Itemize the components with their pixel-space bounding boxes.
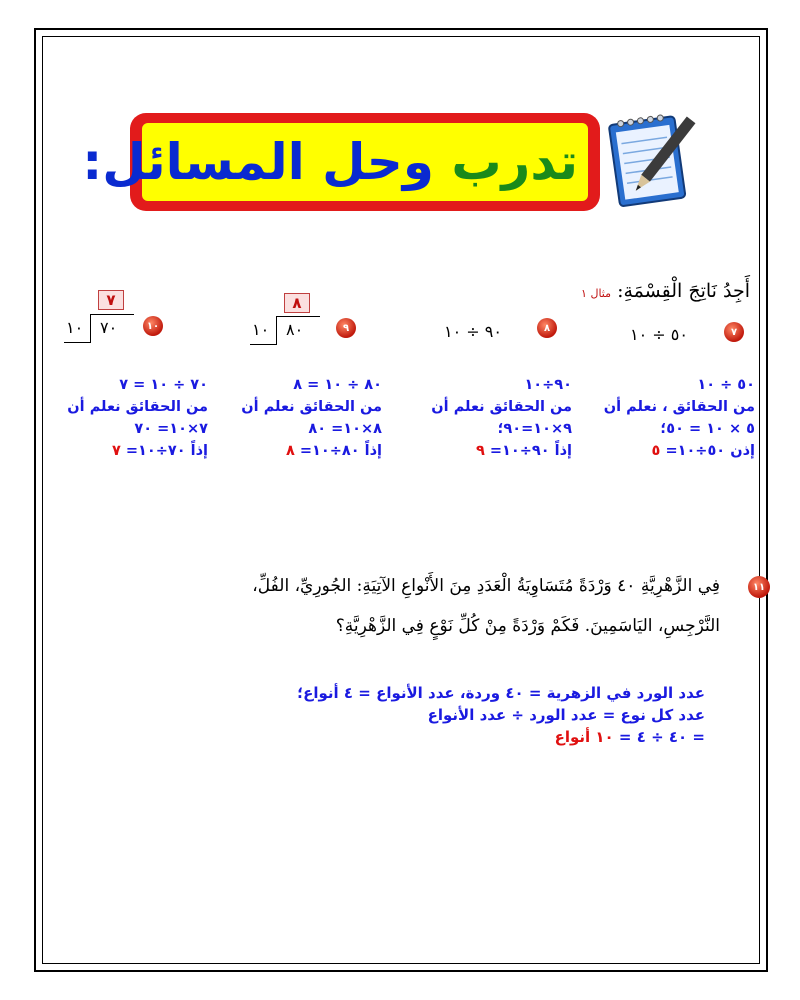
notepad-pencil-icon [600, 108, 698, 212]
solution-result-value: ١٠ أنواع [554, 728, 614, 746]
solution-line: ٩٠÷١٠ [524, 377, 572, 393]
solution-line: عدد كل نوع = عدد الورد ÷ عدد الأنواع [427, 706, 705, 724]
section-heading-text: أَجِدُ نَاتِجَ الْقِسْمَةِ: [617, 280, 750, 302]
solution-line: ٧٠ ÷ ١٠ = ٧ [119, 377, 208, 393]
exercise-7-badge: ٧ [724, 322, 744, 342]
exercise-8-expression: ٩٠ ÷ ١٠ [444, 322, 502, 341]
solution-line: ٨×١٠= ٨٠ [308, 421, 382, 437]
solution-line: عدد الورد في الزهرية = ٤٠ وردة، عدد الأنواع = ٤ أنواع؛ [297, 684, 705, 702]
exercise-10-long-division [64, 310, 134, 344]
word-problem-line1: فِي الزَّهْرِيَّةِ ٤٠ وَرْدَةً مُتَسَاوِيَةُ الْعَدَدِ مِنَ الأَنْواعِ الآتِيَةِ: الجُورِيِّ، الفُلِّ، [252, 576, 720, 596]
page-title-word2: وحل المسائل: [82, 133, 452, 191]
section-heading [581, 280, 750, 302]
solution-result: إذاً ٩٠÷١٠= ٩ [475, 443, 572, 459]
exercise-10-badge: ١٠ [143, 316, 163, 336]
word-problem-line2: النَّرْجِسِ، اليَاسَمِينَ. فَكَمْ وَرْدَةً مِنْ كُلِّ نَوْعٍ فِي الزَّهْرِيَّةِ؟ [335, 616, 720, 636]
problem-11-badge: ١١ [748, 576, 770, 598]
page-title [82, 133, 578, 191]
solution-line: ٥ × ١٠ = ٥٠؛ [660, 421, 755, 437]
solution-result: إذن ٥٠÷١٠= ٥ [651, 443, 755, 459]
exercise-10-divisor: ١٠ [66, 318, 84, 337]
solution-line: ٧×١٠= ٧٠ [134, 421, 208, 437]
exercise-9-divisor: ١٠ [252, 320, 270, 339]
page-title-word1: تدرب [451, 133, 578, 191]
exercise-8-solution [431, 374, 572, 462]
solution-result-value: ٥ [651, 443, 661, 459]
exercise-7-expression: ٥٠ ÷ ١٠ [630, 325, 688, 344]
solution-line: من الحقائق نعلم أن [241, 399, 382, 415]
word-problem [120, 566, 720, 646]
solution-result-value: ٨ [285, 443, 295, 459]
word-problem-solution [297, 682, 705, 748]
solution-line: من الحقائق نعلم أن [67, 399, 208, 415]
exercise-8-badge: ٨ [537, 318, 557, 338]
solution-result: إذاً ٨٠÷١٠= ٨ [285, 443, 382, 459]
solution-line: من الحقائق ، نعلم أن [603, 399, 755, 415]
solution-result: إذاً ٧٠÷١٠= ٧ [111, 443, 208, 459]
exercise-9-dividend: ٨٠ [286, 320, 304, 339]
exercise-10-answer-box: ٧ [98, 290, 124, 310]
exercise-9-solution [241, 374, 382, 462]
solution-line: ٥٠ ÷ ١٠ [697, 377, 755, 393]
exercise-10-solution [67, 374, 208, 462]
solution-line: من الحقائق نعلم أن [431, 399, 572, 415]
example-reference: مثال ١ [581, 287, 612, 300]
title-banner-inner [82, 123, 588, 201]
solution-result: = ٤٠ ÷ ٤ = ١٠ أنواع [554, 728, 705, 746]
solution-result-value: ٧ [111, 443, 121, 459]
exercise-9-answer-box: ٨ [284, 293, 310, 313]
exercise-9-long-division [250, 312, 320, 346]
exercise-9-badge: ٩ [336, 318, 356, 338]
solution-line: ٨٠ ÷ ١٠ = ٨ [293, 377, 382, 393]
exercise-7-solution [604, 374, 755, 462]
title-banner [82, 113, 600, 211]
exercise-10-dividend: ٧٠ [100, 318, 118, 337]
solution-result-value: ٩ [475, 443, 485, 459]
solution-line: ٩×١٠=٩٠؛ [497, 421, 572, 437]
